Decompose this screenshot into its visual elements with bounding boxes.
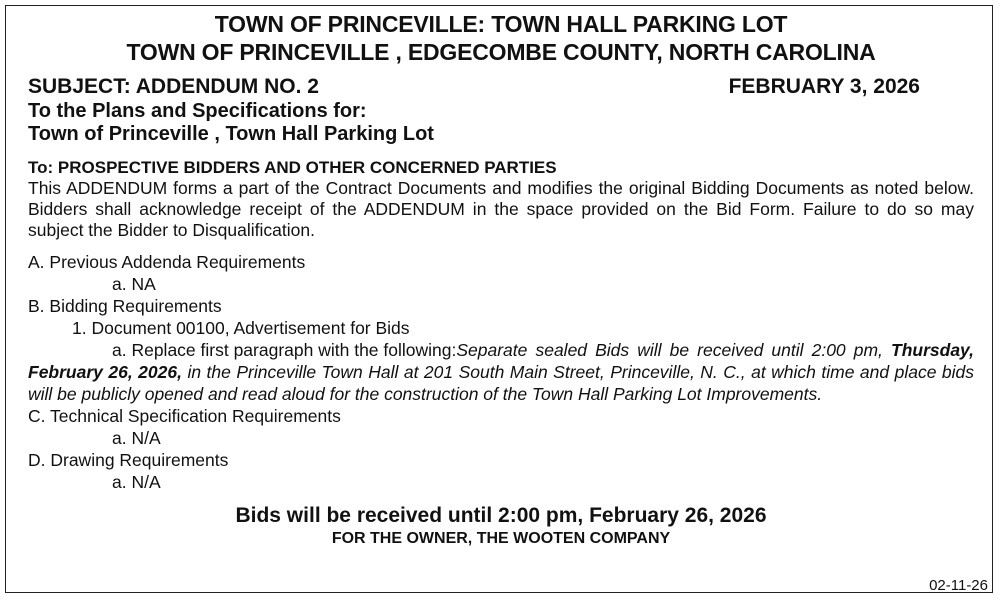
section-d-item: a. N/A — [112, 472, 161, 492]
section-c-item: a. N/A — [112, 428, 161, 448]
section-b-item-lead: a. Replace first paragraph with the following: — [112, 340, 457, 360]
addendum-date: FEBRUARY 3, 2026 — [728, 75, 920, 98]
section-a-title: A. Previous Addenda Requirements — [28, 252, 306, 272]
publication-date: 02-11-26 — [929, 577, 988, 594]
subject-label: SUBJECT: ADDENDUM NO. 2 — [28, 75, 319, 98]
requirements-list — [28, 251, 974, 493]
section-b-item-italic-2: in the Princeville Town Hall at 201 South Main Street, Princeville, N. C., at which time and place bids will be publicly opened and read aloud for the construction of the Town Hall Parking Lot Improvements. — [28, 362, 974, 404]
to-line: To: PROSPECTIVE BIDDERS AND OTHER CONCERNED PARTIES — [28, 158, 557, 177]
owner-line: FOR THE OWNER, THE WOOTEN COMPANY — [331, 530, 671, 547]
notice-body: This ADDENDUM forms a part of the Contract Documents and modifies the original Bidding Documents as noted below. Bidders shall acknowledge receipt of the ADDENDUM in the space provided on the Bid Form. Failure to do so may subject the Bidder to Disqualification. — [28, 178, 974, 240]
section-d-title: D. Drawing Requirements — [28, 450, 229, 470]
section-c-title: C. Technical Specification Requirements — [28, 406, 341, 426]
section-b-item — [28, 339, 974, 405]
section-a-item: a. NA — [112, 274, 156, 294]
subject-row — [28, 74, 974, 100]
title-line-2: TOWN OF PRINCEVILLE , EDGECOMBE COUNTY, NORTH CAROLINA — [126, 39, 876, 65]
section-b-item-italic-1: Separate sealed Bids will be received until 2:00 pm, — [456, 340, 892, 360]
section-b-subitem: 1. Document 00100, Advertisement for Bids — [72, 318, 410, 338]
plans-line-1: To the Plans and Specifications for: — [28, 100, 367, 122]
title-line-1: TOWN OF PRINCEVILLE: TOWN HALL PARKING LOT — [214, 11, 788, 37]
bids-deadline: Bids will be received until 2:00 pm, February 26, 2026 — [235, 504, 767, 527]
section-b-item-bid-date: Thursday, February 26, 2026, — [28, 340, 974, 382]
addendum-notice — [28, 10, 974, 549]
section-b-title: B. Bidding Requirements — [28, 296, 222, 316]
plans-line-2: Town of Princeville , Town Hall Parking Lot — [28, 123, 434, 145]
